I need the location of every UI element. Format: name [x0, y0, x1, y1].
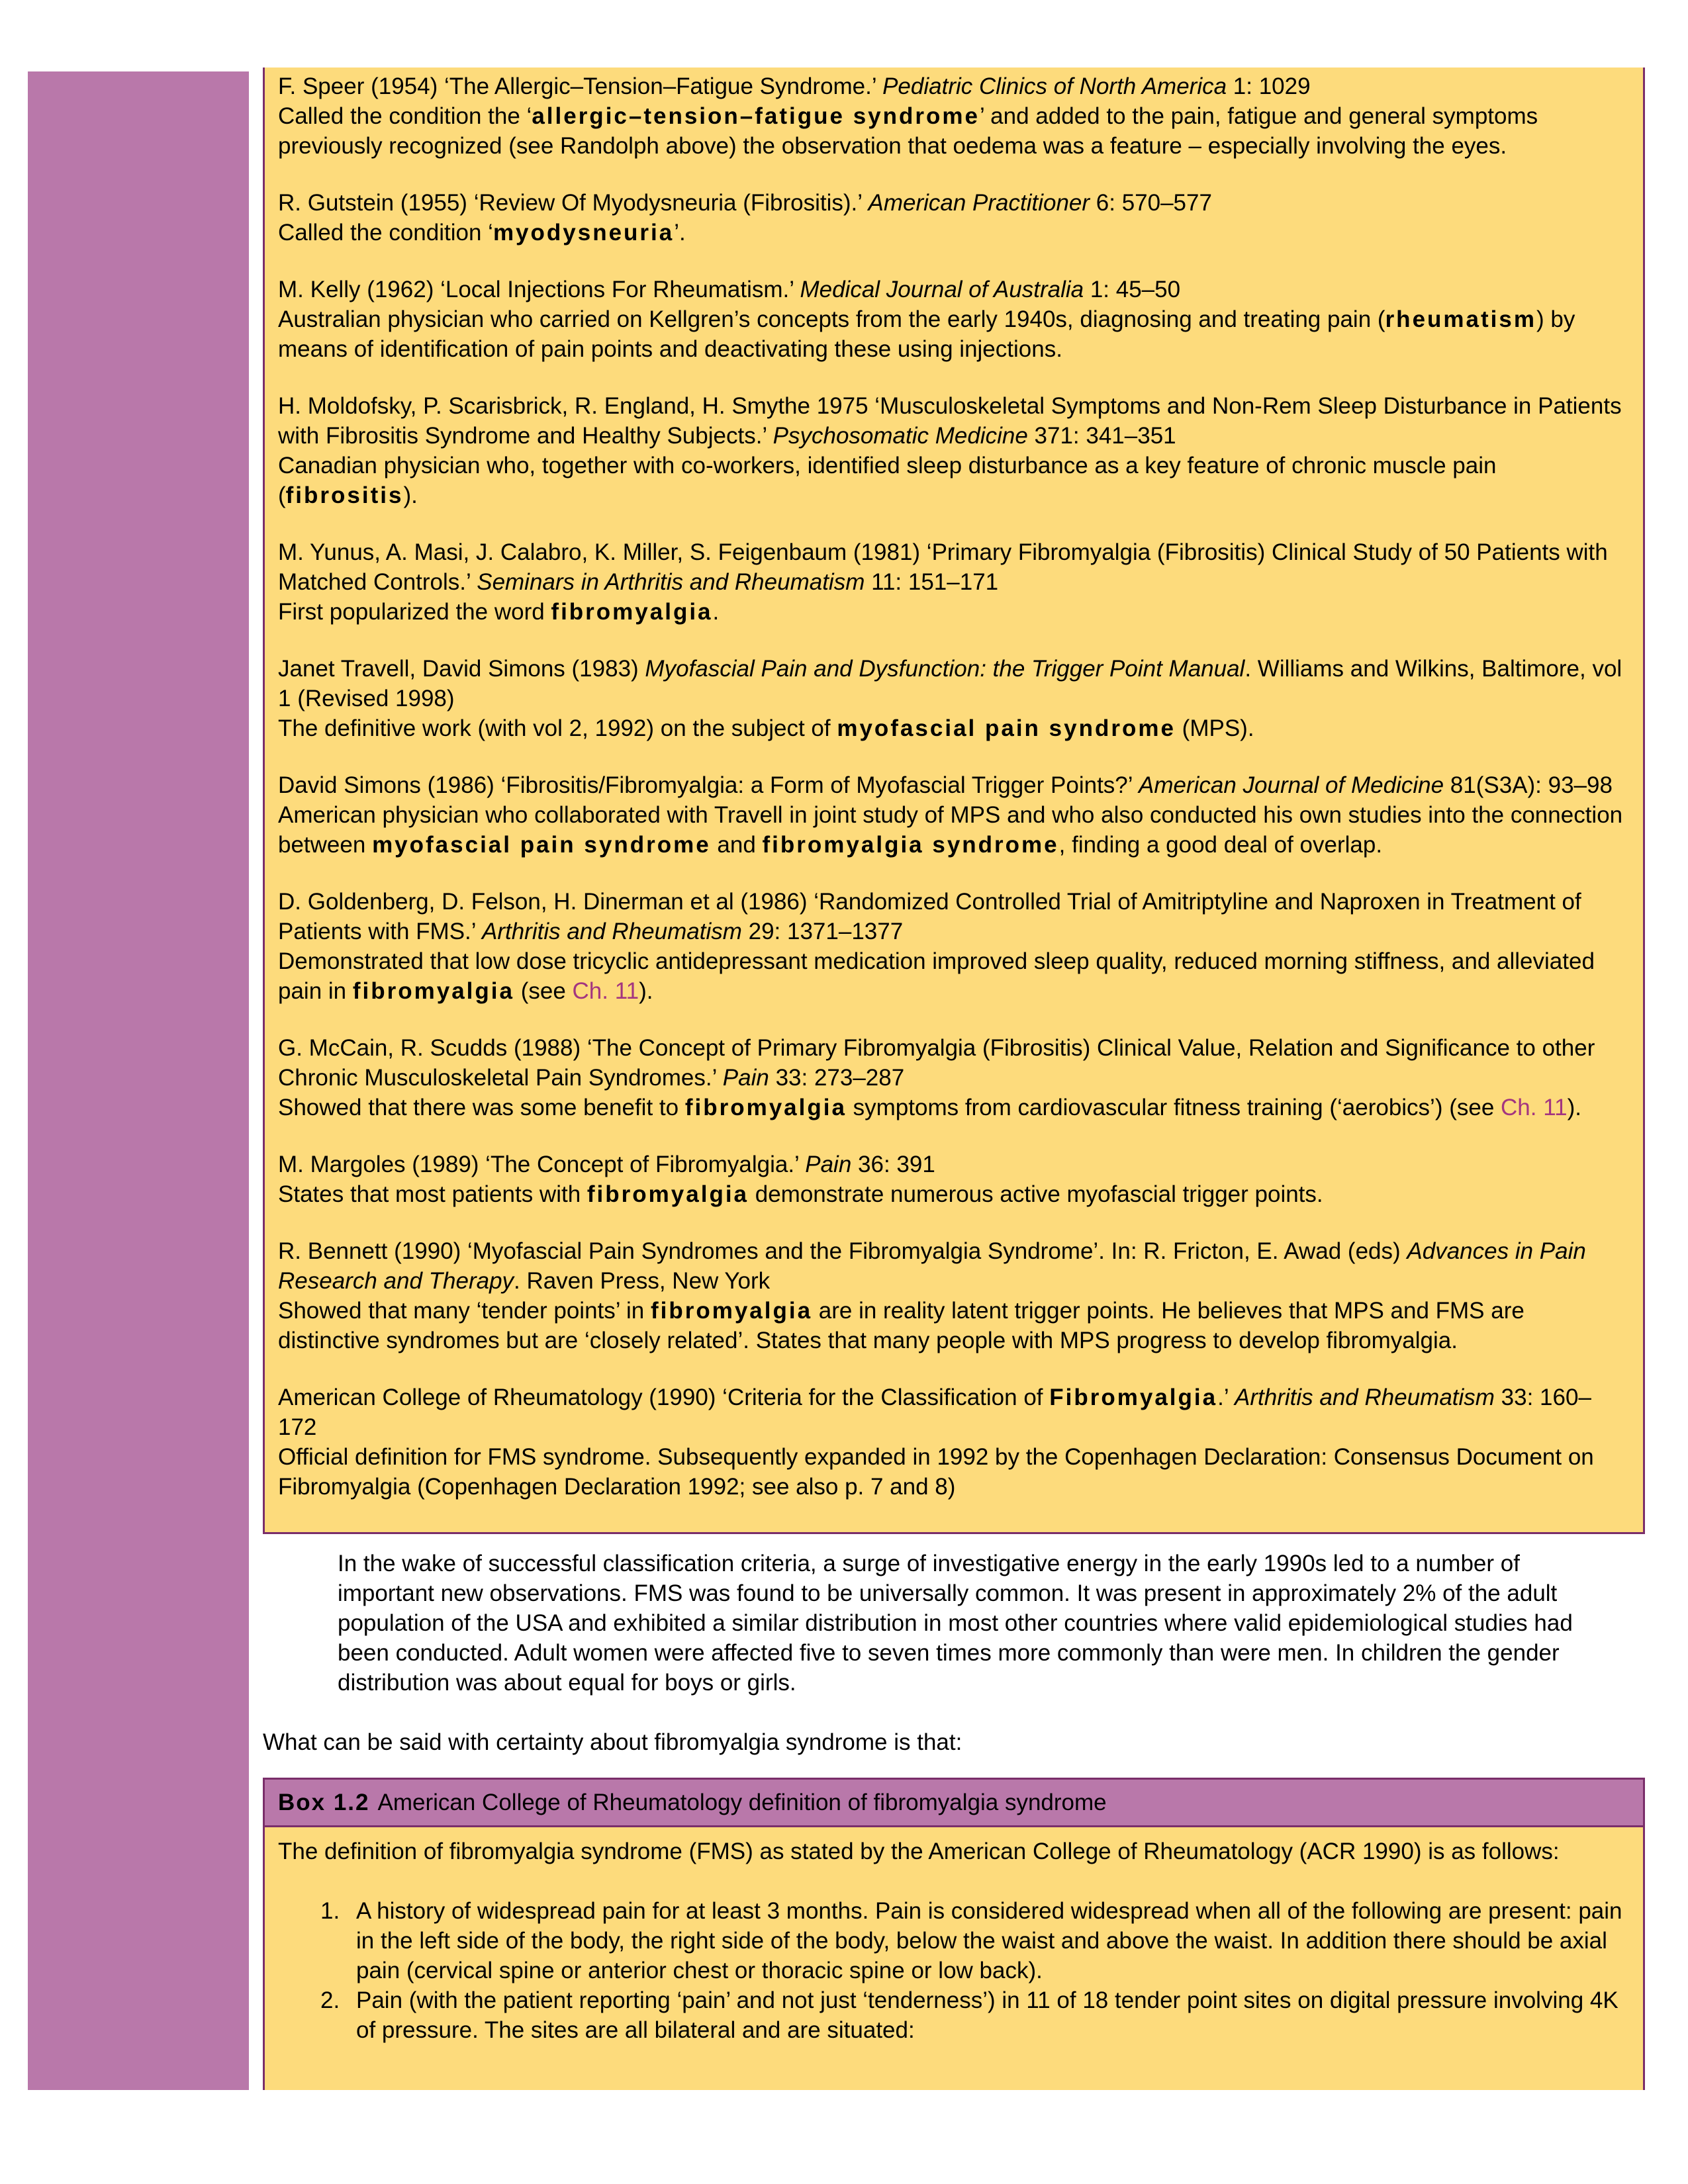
box-intro: The definition of fibromyalgia syndrome (FMS) as stated by the American College of Rheumatology (ACR 1990) is as follows:: [278, 1839, 1560, 1864]
sidebar-band: [28, 71, 249, 2090]
entry-description: States that most patients with fibromyalgia demonstrate numerous active myofascial trigger points.: [278, 1181, 1323, 1207]
journal-title: Arthritis and Rheumatism: [1235, 1385, 1495, 1410]
entry-travell: [278, 654, 1628, 743]
entry-description: Official definition for FMS syndrome. Subsequently expanded in 1992 by the Copenhagen Declaration: Consensus Document on Fibromyalgia (Copenhagen Declaration 1992; see also p. 7 and 8): [278, 1444, 1594, 1500]
entry-citation: D. Goldenberg, D. Felson, H. Dinerman et al (1986) ‘Randomized Controlled Trial of Amitriptyline and Naproxen in Treatment of Patients with FMS.’ Arthritis and Rheumatism 29: 1371–1377: [278, 889, 1581, 944]
journal-title: American Journal of Medicine: [1138, 772, 1444, 798]
journal-title: Advances in Pain Research and Therapy: [278, 1238, 1586, 1294]
entry-description: Called the condition ‘myodysneuria’.: [278, 220, 686, 246]
entry-kelly: [278, 275, 1628, 364]
entry-goldenberg: [278, 887, 1628, 1006]
journal-title: Myofascial Pain and Dysfunction: the Trigger Point Manual: [645, 656, 1245, 682]
entry-yunus: [278, 537, 1628, 627]
key-term: myodysneuria: [492, 220, 675, 246]
key-term: fibromyalgia: [650, 1298, 813, 1324]
entry-citation: Janet Travell, David Simons (1983) Myofascial Pain and Dysfunction: the Trigger Point Manual. Williams and Wilkins, Baltimore, vol 1 (Revised 1998): [278, 656, 1622, 711]
journal-title: Pain: [722, 1065, 769, 1091]
entry-description: Showed that many ‘tender points’ in fibromyalgia are in reality latent trigger points. He believes that MPS and FMS are distinctive syndromes but are ‘closely related’. States that many people with MPS progress to develop fibromyalgia.: [278, 1298, 1524, 1353]
entry-description: Demonstrated that low dose tricyclic antidepressant medication improved sleep quality, reduced morning stiffness, and alleviated pain in fibromyalgia (see Ch. 11).: [278, 948, 1595, 1004]
key-term: fibrositis: [285, 482, 404, 508]
entry-moldofsky: [278, 391, 1628, 510]
box-body: [265, 1827, 1643, 2045]
journal-title: Medical Journal of Australia: [800, 277, 1084, 302]
box-title: American College of Rheumatology definition of fibromyalgia syndrome: [377, 1790, 1107, 1815]
chapter-link[interactable]: Ch. 11: [572, 978, 639, 1004]
entry-description: The definitive work (with vol 2, 1992) on the subject of myofascial pain syndrome (MPS).: [278, 715, 1254, 741]
entry-citation: H. Moldofsky, P. Scarisbrick, R. England, H. Smythe 1975 ‘Musculoskeletal Symptoms and Non-Rem Sleep Disturbance in Patients with Fibrositis Syndrome and Healthy Subjects.’ Psychosomatic Medicine 371: 341–351: [278, 393, 1622, 449]
list-item-text: Pain (with the patient reporting ‘pain’ and not just ‘tenderness’) in 11 of 18 tender point sites on digital pressure involving 4K of pressure. The sites are all bilateral and are situated:: [356, 1987, 1618, 2043]
entry-description: Called the condition the ‘allergic–tension–fatigue syndrome’ and added to the pain, fatigue and general symptoms previously recognized (see Randolph above) the observation that oedema was a feature – especially involving the eyes.: [278, 103, 1538, 159]
entry-description: Australian physician who carried on Kellgren’s concepts from the early 1940s, diagnosing and treating pain (rheumatism) by means of identification of pain points and deactivating these using injections.: [278, 306, 1575, 362]
list-number: 2.: [320, 1987, 340, 2013]
timeline-box: [263, 68, 1645, 1534]
key-term: Fibromyalgia: [1049, 1385, 1218, 1410]
key-term: fibromyalgia syndrome: [762, 832, 1059, 858]
lead-in-sentence: What can be said with certainty about fibromyalgia syndrome is that:: [263, 1729, 962, 1755]
list-item: [278, 1985, 1628, 2045]
entry-mccain: [278, 1033, 1628, 1122]
journal-title: American Practitioner: [868, 190, 1090, 216]
entry-description: Showed that there was some benefit to fibromyalgia symptoms from cardiovascular fitness training (‘aerobics’) (see Ch. 11).: [278, 1095, 1581, 1120]
criteria-list: [278, 1896, 1628, 2045]
entry-margoles: [278, 1150, 1628, 1209]
entry-citation: R. Gutstein (1955) ‘Review Of Myodysneuria (Fibrositis).’ American Practitioner 6: 570–577: [278, 190, 1212, 216]
entry-citation: David Simons (1986) ‘Fibrositis/Fibromyalgia: a Form of Myofascial Trigger Points?’ American Journal of Medicine 81(S3A): 93–98: [278, 772, 1613, 798]
journal-title: Seminars in Arthritis and Rheumatism: [477, 569, 865, 595]
key-term: fibromyalgia: [586, 1181, 749, 1207]
entry-citation: M. Margoles (1989) ‘The Concept of Fibromyalgia.’ Pain 36: 391: [278, 1152, 935, 1177]
entry-citation: F. Speer (1954) ‘The Allergic–Tension–Fatigue Syndrome.’ Pediatric Clinics of North America 1: 1029: [278, 73, 1311, 99]
entry-citation: R. Bennett (1990) ‘Myofascial Pain Syndromes and the Fibromyalgia Syndrome’. In: R. Fricton, E. Awad (eds) Advances in Pain Research and Therapy. Raven Press, New York: [278, 1238, 1586, 1294]
journal-title: Pain: [805, 1152, 852, 1177]
key-term: allergic–tension–fatigue syndrome: [532, 103, 980, 129]
entry-acr: [278, 1383, 1628, 1502]
entry-description: Canadian physician who, together with co-workers, identified sleep disturbance as a key feature of chronic muscle pain (fibrositis).: [278, 453, 1497, 508]
key-term: fibromyalgia: [352, 978, 514, 1004]
key-term: myofascial pain syndrome: [837, 715, 1176, 741]
list-number: 1.: [320, 1898, 340, 1924]
list-item-text: A history of widespread pain for at least 3 months. Pain is considered widespread when all of the following are present: pain in the left side of the body, the right side of the body, below the waist and above the waist. In addition there should be axial pain (cervical spine or anterior chest or thoracic spine or low back).: [356, 1898, 1622, 1983]
journal-title: Pediatric Clinics of North America: [882, 73, 1227, 99]
entry-simons: [278, 770, 1628, 860]
entry-speer: [278, 71, 1628, 161]
entry-bennett: [278, 1236, 1628, 1355]
entry-citation: M. Kelly (1962) ‘Local Injections For Rheumatism.’ Medical Journal of Australia 1: 45–50: [278, 277, 1181, 302]
key-term: fibromyalgia: [684, 1095, 847, 1120]
box-1-2: [263, 1778, 1645, 2090]
entry-gutstein: [278, 188, 1628, 248]
body-paragraph: In the wake of successful classification criteria, a surge of investigative energy in the early 1990s led to a number of important new observations. FMS was found to be universally common. It was present in approximately 2% of the adult population of the USA and exhibited a similar distribution in most other countries where valid epidemiological studies had been conducted. Adult women were affected five to seven times more commonly than were men. In children the gender distribution was about equal for boys or girls.: [338, 1551, 1573, 1696]
entry-description: First popularized the word fibromyalgia.: [278, 599, 720, 625]
key-term: myofascial pain syndrome: [372, 832, 711, 858]
key-term: fibromyalgia: [551, 599, 713, 625]
journal-title: Arthritis and Rheumatism: [481, 919, 742, 944]
key-term: rheumatism: [1385, 306, 1536, 332]
list-item: [278, 1896, 1628, 1985]
entry-citation: American College of Rheumatology (1990) ‘Criteria for the Classification of Fibromyalgia.’ Arthritis and Rheumatism 33: 160–172: [278, 1385, 1591, 1440]
entry-citation: G. McCain, R. Scudds (1988) ‘The Concept of Primary Fibromyalgia (Fibrositis) Clinical Value, Relation and Significance to other Chronic Musculoskeletal Pain Syndromes.’ Pain 33: 273–287: [278, 1035, 1595, 1091]
entry-citation: M. Yunus, A. Masi, J. Calabro, K. Miller, S. Feigenbaum (1981) ‘Primary Fibromyalgia (Fibrositis) Clinical Study of 50 Patients with Matched Controls.’ Seminars in Arthritis and Rheumatism 11: 151–171: [278, 539, 1608, 595]
journal-title: Psychosomatic Medicine: [773, 423, 1028, 449]
box-header: [265, 1780, 1643, 1827]
box-label: Box 1.2: [278, 1790, 370, 1815]
chapter-link[interactable]: Ch. 11: [1501, 1095, 1568, 1120]
entry-description: American physician who collaborated with Travell in joint study of MPS and who also conducted his own studies into the connection between myofascial pain syndrome and fibromyalgia syndrome, finding a good deal of overlap.: [278, 802, 1623, 858]
